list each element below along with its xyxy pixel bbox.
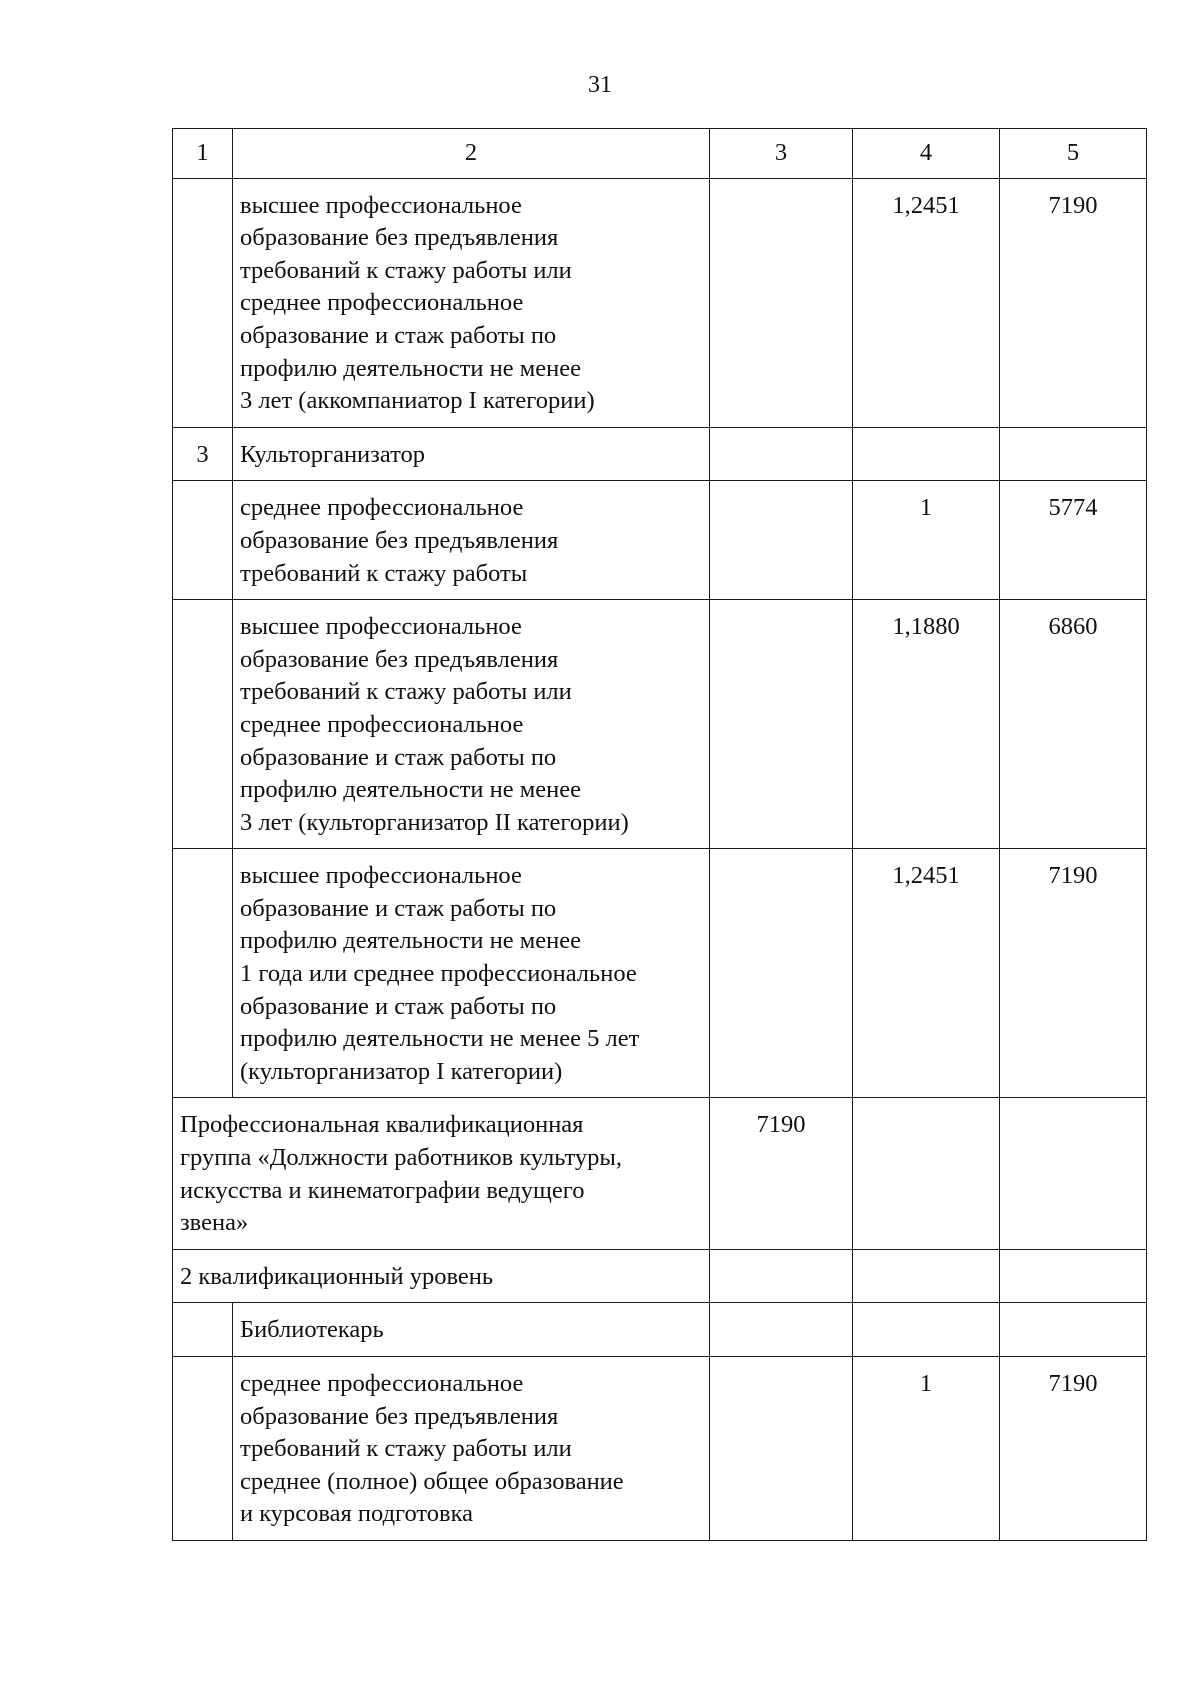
table-row (173, 178, 1147, 427)
coefficient-cell (853, 427, 1000, 481)
table-header-row (173, 129, 1147, 179)
coefficient-cell (853, 1303, 1000, 1357)
row-number-cell (173, 849, 233, 1098)
salary-cell: 6860 (1000, 600, 1147, 849)
qualification-text-cell: высшее профессиональное образование без предъявления требований к стажу работы или среднее профессиональное образование и стаж работы по профилю деятельности не менее 3 лет (культорганизатор II категории) (233, 600, 710, 849)
qualification-text-cell: среднее профессиональное образование без предъявления требований к стажу работы или среднее (полное) общее образование и курсовая подготовка (233, 1357, 710, 1541)
qualification-group-title: Профессиональная квалификационная группа «Должности работников культуры, искусства и кинематографии ведущего звена» (173, 1098, 710, 1249)
position-title-cell: Библиотекарь (233, 1303, 710, 1357)
row-number-cell (173, 1303, 233, 1357)
salary-cell (1000, 427, 1147, 481)
row-number-cell: 3 (173, 427, 233, 481)
qualification-text-cell: высшее профессиональное образование без предъявления требований к стажу работы или среднее профессиональное образование и стаж работы по профилю деятельности не менее 3 лет (аккомпаниатор I категории) (233, 178, 710, 427)
position-title-cell: Культорганизатор (233, 427, 710, 481)
table-row (173, 1357, 1147, 1541)
page-number: 31 (588, 72, 612, 98)
base-salary-cell (710, 427, 853, 481)
coefficient-cell: 1 (853, 481, 1000, 600)
row-number-cell (173, 178, 233, 427)
base-salary-cell (710, 849, 853, 1098)
base-salary-cell (710, 178, 853, 427)
base-salary-cell (710, 1357, 853, 1541)
coefficient-cell (853, 1098, 1000, 1249)
salary-cell: 7190 (1000, 1357, 1147, 1541)
table-row (173, 1303, 1147, 1357)
row-number-cell (173, 481, 233, 600)
header-cell-5: 5 (1000, 129, 1147, 179)
salary-cell (1000, 1098, 1147, 1249)
header-cell-3: 3 (710, 129, 853, 179)
salary-table (172, 128, 1147, 1541)
table-row (173, 600, 1147, 849)
salary-cell: 5774 (1000, 481, 1147, 600)
table-row (173, 481, 1147, 600)
header-cell-4: 4 (853, 129, 1000, 179)
base-salary-cell: 7190 (710, 1098, 853, 1249)
salary-cell: 7190 (1000, 849, 1147, 1098)
base-salary-cell (710, 1303, 853, 1357)
table-row-group-heading (173, 1098, 1147, 1249)
salary-cell (1000, 1249, 1147, 1303)
coefficient-cell: 1,1880 (853, 600, 1000, 849)
coefficient-cell: 1,2451 (853, 178, 1000, 427)
salary-cell (1000, 1303, 1147, 1357)
header-cell-1: 1 (173, 129, 233, 179)
coefficient-cell: 1,2451 (853, 849, 1000, 1098)
base-salary-cell (710, 1249, 853, 1303)
table-row-level-heading (173, 1249, 1147, 1303)
coefficient-cell: 1 (853, 1357, 1000, 1541)
row-number-cell (173, 600, 233, 849)
table-row (173, 427, 1147, 481)
table-row (173, 849, 1147, 1098)
qualification-text-cell: высшее профессиональное образование и стаж работы по профилю деятельности не менее 1 года или среднее профессиональное образование и стаж работы по профилю деятельности не менее 5 лет (культорганизатор I категории) (233, 849, 710, 1098)
row-number-cell (173, 1357, 233, 1541)
qualification-text-cell: среднее профессиональное образование без предъявления требований к стажу работы (233, 481, 710, 600)
header-cell-2: 2 (233, 129, 710, 179)
base-salary-cell (710, 481, 853, 600)
coefficient-cell (853, 1249, 1000, 1303)
qualification-level-title: 2 квалификационный уровень (173, 1249, 710, 1303)
salary-cell: 7190 (1000, 178, 1147, 427)
base-salary-cell (710, 600, 853, 849)
